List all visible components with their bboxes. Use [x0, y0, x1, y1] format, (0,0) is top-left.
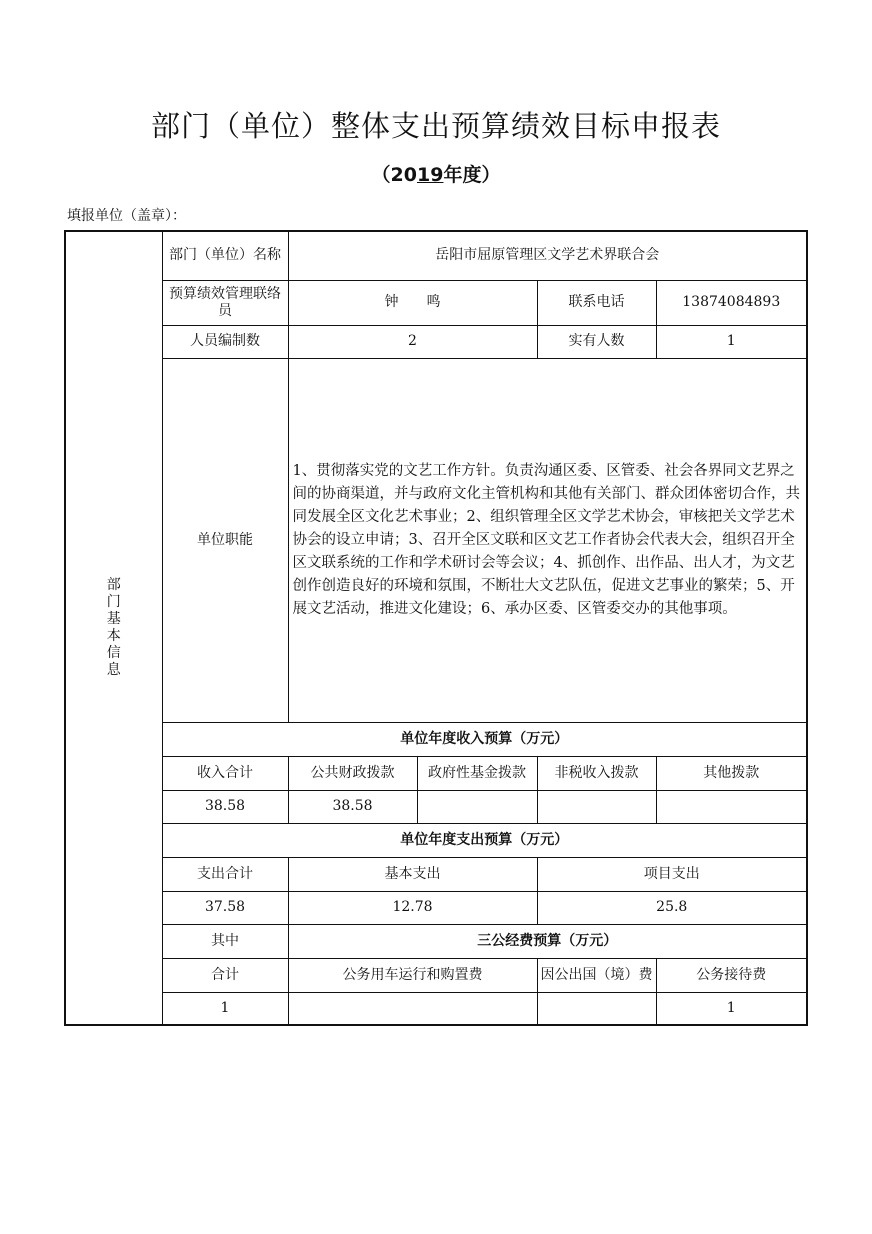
expense-header-project: 项目支出 — [537, 857, 807, 891]
expense-value-basic: 12.78 — [288, 891, 537, 924]
side-label-char: 基 — [106, 611, 121, 627]
subtitle-year: 19 — [416, 164, 444, 186]
expense-header-total: 支出合计 — [162, 857, 288, 891]
three-public-header-vehicle: 公务用车运行和购置费 — [288, 958, 537, 992]
budget-form-table — [64, 230, 808, 1026]
income-value-gov-fund — [417, 790, 537, 823]
expense-header-basic: 基本支出 — [288, 857, 537, 891]
actual-staff-value: 1 — [656, 325, 807, 358]
of-which-label: 其中 — [162, 924, 288, 958]
income-heading: 单位年度收入预算（万元） — [162, 722, 807, 756]
three-public-header-abroad: 因公出国（境）费 — [537, 958, 656, 992]
three-public-heading: 三公经费预算（万元） — [288, 924, 807, 958]
three-public-value-abroad — [537, 992, 656, 1025]
dept-name-value: 岳阳市屈原管理区文学艺术界联合会 — [288, 231, 807, 280]
subtitle-prefix: （20 — [371, 164, 417, 186]
expense-value-project: 25.8 — [537, 891, 807, 924]
expense-heading: 单位年度支出预算（万元） — [162, 823, 807, 857]
three-public-value-reception: 1 — [656, 992, 807, 1025]
income-value-non-tax — [537, 790, 656, 823]
expense-value-total: 37.58 — [162, 891, 288, 924]
side-label-char: 本 — [106, 628, 121, 644]
staff-quota-value: 2 — [288, 325, 537, 358]
income-value-total: 38.58 — [162, 790, 288, 823]
income-header-total: 收入合计 — [162, 756, 288, 790]
side-label-char: 息 — [106, 662, 121, 678]
side-label-char: 部 — [106, 577, 121, 593]
income-value-other — [656, 790, 807, 823]
income-header-gov-fund: 政府性基金拨款 — [417, 756, 537, 790]
contact-label: 预算绩效管理联络员 — [162, 280, 288, 325]
duty-label: 单位职能 — [162, 358, 288, 722]
page-title: 部门（单位）整体支出预算绩效目标申报表 — [150, 109, 721, 143]
phone-label: 联系电话 — [537, 280, 656, 325]
side-label-char: 门 — [106, 594, 121, 610]
three-public-value-total: 1 — [162, 992, 288, 1025]
income-header-other: 其他拨款 — [656, 756, 807, 790]
side-label-char: 信 — [106, 645, 121, 661]
contact-value: 钟 鸣 — [288, 280, 537, 325]
income-header-public-finance: 公共财政拨款 — [288, 756, 417, 790]
year-subtitle — [0, 160, 872, 187]
actual-staff-label: 实有人数 — [537, 325, 656, 358]
income-value-public-finance: 38.58 — [288, 790, 417, 823]
income-header-non-tax: 非税收入拨款 — [537, 756, 656, 790]
staff-quota-label: 人员编制数 — [162, 325, 288, 358]
side-label-cell — [65, 231, 162, 1025]
phone-value: 13874084893 — [656, 280, 807, 325]
duty-text: 1、贯彻落实党的文艺工作方针。负责沟通区委、区管委、社会各界同文艺界之间的协商渠道，并与政府文化主管机构和其他有关部门、群众团体密切合作，共同发展全区文化艺术事业；2、组织管理全区文学艺术协会，审核把关文学艺术协会的设立申请；3、召开全区文联和区文艺工作者协会代表大会，组织召开全区文联系统的工作和学术研讨会等会议；4、抓创作、出作品、出人才，为文艺创作创造良好的环境和氛围，不断壮大文艺队伍，促进文艺事业的繁荣；5、开展文艺活动，推进文化建设；6、承办区委、区管委交办的其他事项。 — [288, 358, 807, 722]
three-public-header-reception: 公务接待费 — [656, 958, 807, 992]
dept-name-label: 部门（单位）名称 — [162, 231, 288, 280]
filler-label: 填报单位（盖章）： — [67, 208, 186, 224]
three-public-header-total: 合计 — [162, 958, 288, 992]
subtitle-suffix: 年度） — [443, 164, 501, 186]
three-public-value-vehicle — [288, 992, 537, 1025]
